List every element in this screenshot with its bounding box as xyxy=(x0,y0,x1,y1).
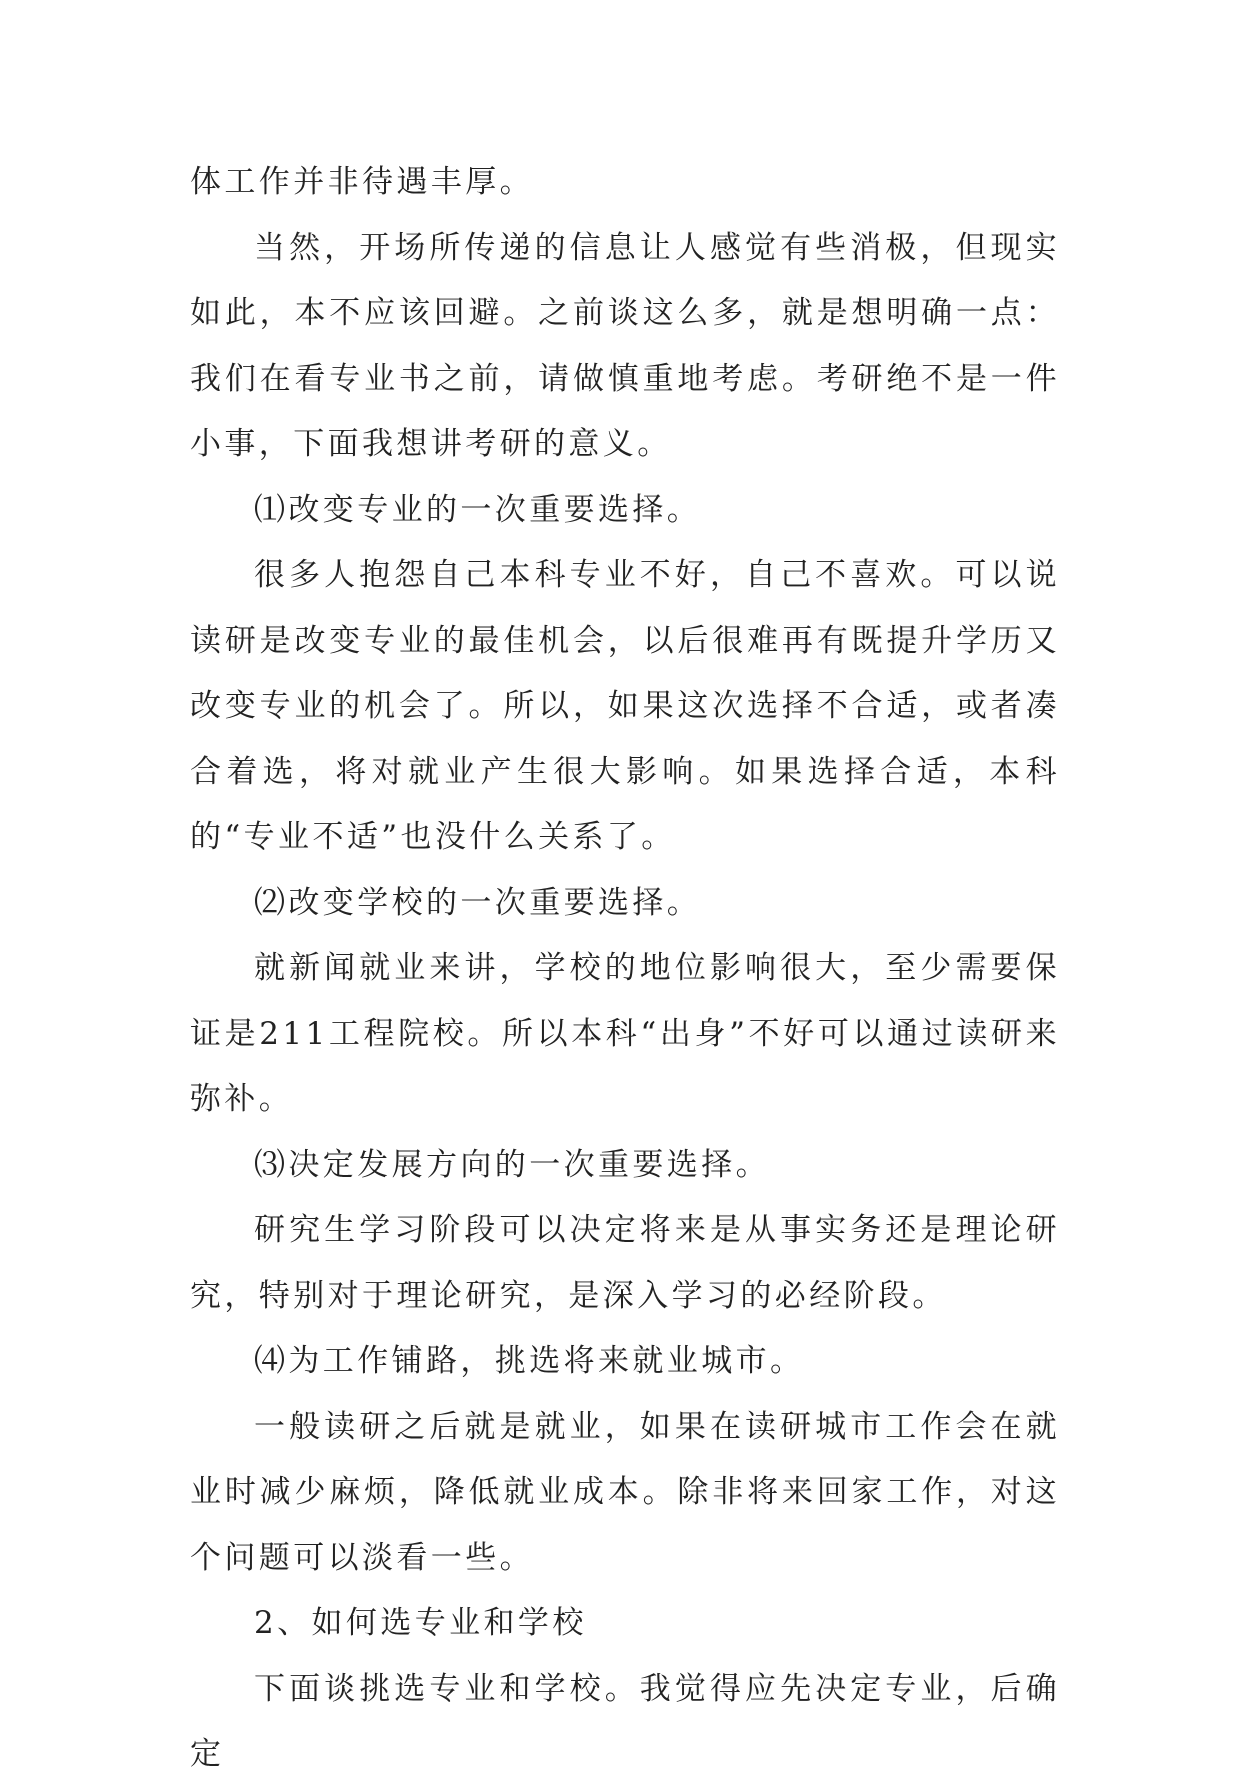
section-heading: 2、如何选专业和学校 xyxy=(254,1605,587,1641)
paragraph: 体工作并非待遇丰厚。 xyxy=(190,164,534,200)
paragraph: 下面谈挑选专业和学校。我觉得应先决定专业，后确定 xyxy=(190,1670,1060,1772)
paragraph: 研究生学习阶段可以决定将来是从事实务还是理论研究，特别对于理论研究，是深入学习的必经阶段。 xyxy=(190,1212,1060,1314)
list-heading: ⑶决定发展方向的一次重要选择。 xyxy=(254,1146,770,1183)
list-heading: ⑵改变学校的一次重要选择。 xyxy=(254,884,702,921)
document-body xyxy=(190,150,1060,1788)
paragraph: 就新闻就业来讲，学校的地位影响很大，至少需要保证是211工程院校。所以本科“出身”不好可以通过读研来弥补。 xyxy=(190,950,1060,1117)
paragraph: 很多人抱怨自己本科专业不好，自己不喜欢。可以说读研是改变专业的最佳机会，以后很难再有既提升学历又改变专业的机会了。所以，如果这次选择不合适，或者凑合着选，将对就业产生很大影响。如果选择合适，本科的“专业不适”也没什么关系了。 xyxy=(190,557,1060,855)
paragraph: 一般读研之后就是就业，如果在读研城市工作会在就业时减少麻烦，降低就业成本。除非将来回家工作，对这个问题可以淡看一些。 xyxy=(190,1408,1060,1576)
list-heading: ⑷为工作铺路，挑选将来就业城市。 xyxy=(254,1343,805,1379)
list-heading: ⑴改变专业的一次重要选择。 xyxy=(254,491,702,528)
paragraph: 当然，开场所传递的信息让人感觉有些消极，但现实如此，本不应该回避。之前谈这么多，就是想明确一点：我们在看专业书之前，请做慎重地考虑。考研绝不是一件小事，下面我想讲考研的意义。 xyxy=(190,229,1060,462)
